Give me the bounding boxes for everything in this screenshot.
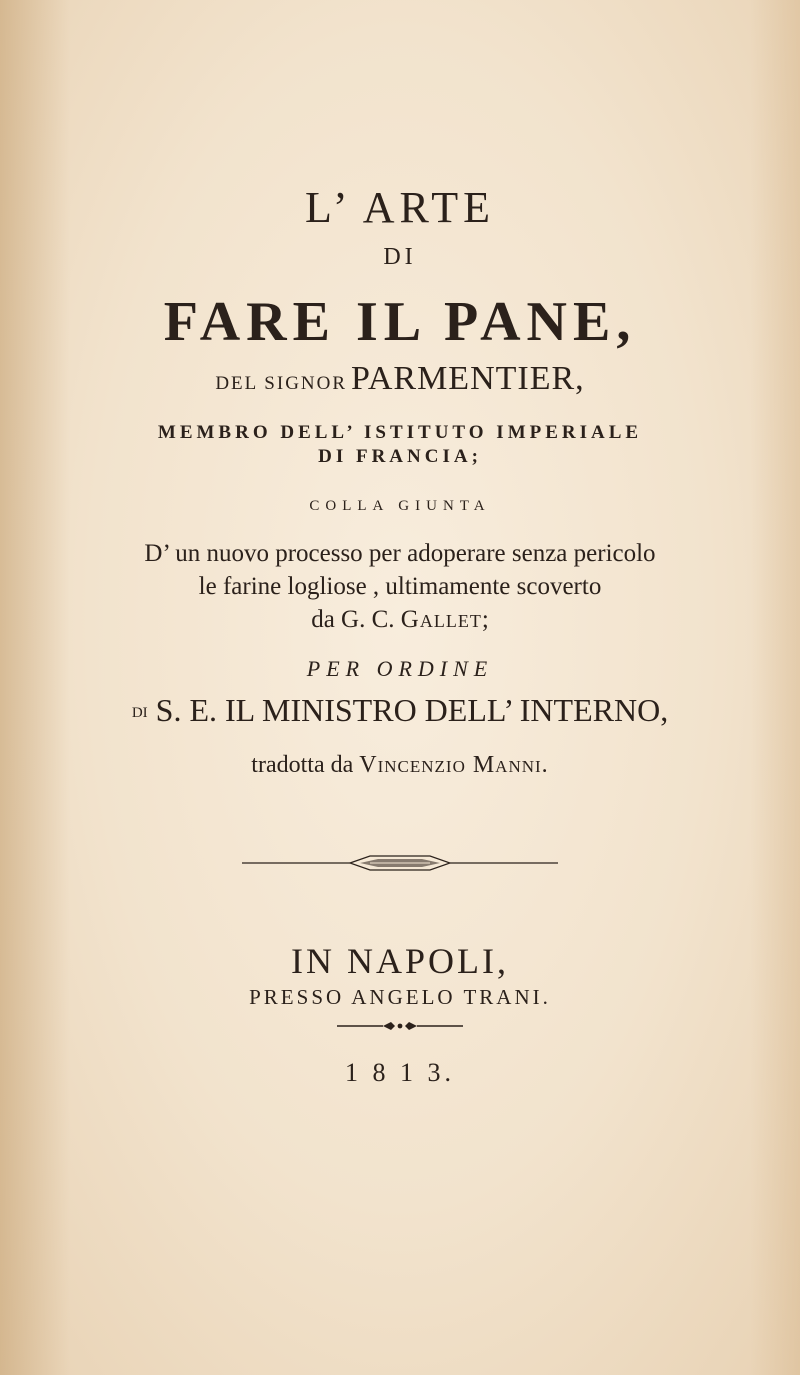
translator-prefix: tradotta da bbox=[251, 752, 354, 778]
city-line: IN NAPOLI, bbox=[291, 941, 509, 981]
affiliation-line-1: MEMBRO DELL’ ISTITUTO IMPERIALE bbox=[157, 422, 643, 443]
author-prefix: DEL SIGNOR bbox=[215, 373, 348, 394]
title-line-3: FARE IL PANE, bbox=[163, 291, 637, 353]
translator-name: Vincenzio Manni. bbox=[359, 752, 549, 778]
description-line-3-suffix: ; bbox=[481, 606, 489, 633]
affiliation-line-2: DI FRANCIA; bbox=[318, 446, 482, 467]
year-line: 1 8 1 3. bbox=[345, 1058, 455, 1087]
order-line: PER ORDINE bbox=[306, 656, 494, 681]
description-line-3-name: Gallet bbox=[400, 606, 482, 633]
author-line bbox=[0, 360, 800, 398]
title-line-1: L’ ARTE bbox=[304, 183, 496, 232]
author-name: PARMENTIER, bbox=[351, 360, 585, 397]
ministry-prefix: DI bbox=[131, 705, 148, 721]
small-ornament-icon bbox=[335, 1019, 465, 1033]
translator-line bbox=[0, 752, 800, 779]
description-line-3 bbox=[0, 606, 800, 634]
ornament-rule-icon bbox=[240, 853, 560, 873]
description-line-1: D’ un nuovo processo per adoperare senza pericolo bbox=[144, 540, 656, 567]
giunta-line: COLLA GIUNTA bbox=[309, 498, 491, 514]
description-line-2: le farine logliose , ultimamente scoverto bbox=[198, 573, 602, 600]
ministry-text: S. E. IL MINISTRO DELL’ INTERNO, bbox=[155, 692, 669, 728]
description-line-3-prefix: da G. C. bbox=[311, 606, 395, 633]
publisher-line: PRESSO ANGELO TRANI. bbox=[249, 985, 551, 1009]
ministry-line bbox=[0, 692, 800, 729]
title-line-2: DI bbox=[383, 244, 417, 270]
